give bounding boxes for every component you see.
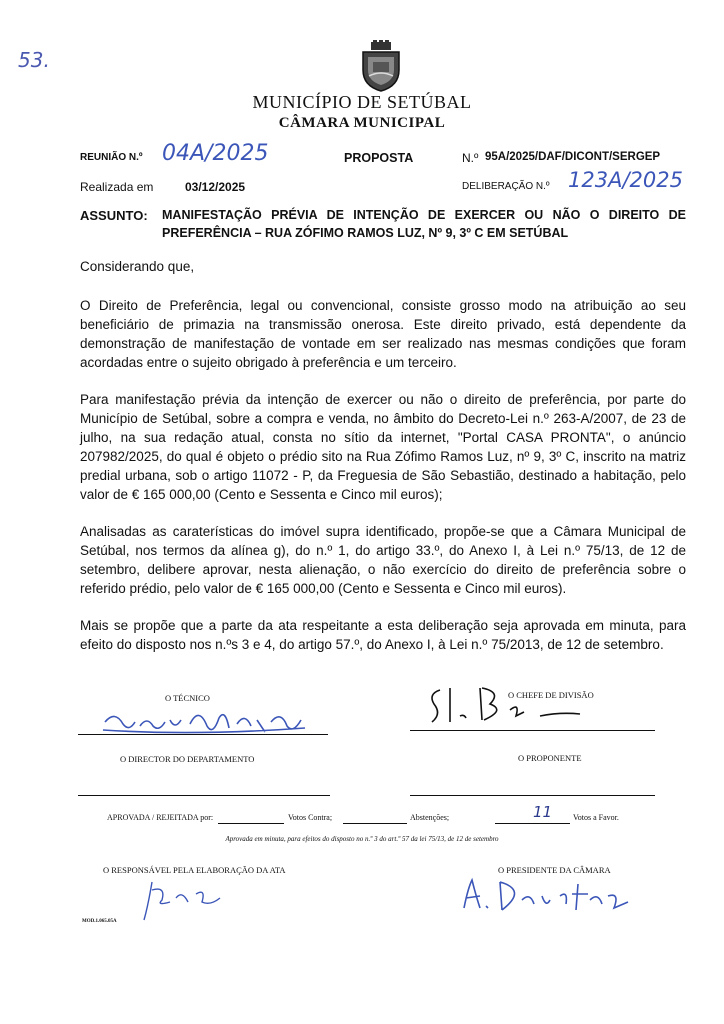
chamber-title: CÂMARA MUNICIPAL — [278, 115, 446, 131]
body-intro: Considerando que, — [80, 259, 195, 274]
division-head-line — [410, 730, 655, 731]
abstentions-count-line — [343, 823, 407, 824]
subject-label: ASSUNTO: — [80, 208, 148, 223]
chamber-president-label: O PRESIDENTE DA CÂMARA — [498, 865, 611, 875]
proposal-label: PROPOSTA — [344, 151, 414, 165]
page-number: 53. — [18, 48, 50, 72]
number-value: 95A/2025/DAF/DICONT/SERGEP — [485, 151, 661, 163]
minutes-responsible-signature-icon — [140, 876, 240, 922]
subject-line1: MANIFESTAÇÃO PRÉVIA DE INTENÇÃO DE EXERCER OU NÃO O DIREITO DE — [162, 208, 686, 222]
deliberation-value: 123A/2025 — [568, 168, 683, 192]
number-label: N.º — [462, 151, 479, 165]
division-head-signature-icon — [420, 680, 620, 730]
department-director-label: O DIRECTOR DO DEPARTAMENTO — [120, 754, 255, 764]
chamber-president-signature-icon — [450, 870, 640, 920]
proponent-line — [410, 795, 655, 796]
municipality-title: MUNICÍPIO DE SETÚBAL — [252, 92, 472, 112]
favor-count-line — [495, 823, 570, 824]
minutes-responsible-label: O RESPONSÁVEL PELA ELABORAÇÃO DA ATA — [103, 865, 286, 875]
body-paragraph-2: Para manifestação prévia da intenção de exercer ou não o direito de preferência, por parte do Município de Setúbal, sobre a compra e venda, no âmbito do Decreto-Lei n.º 263-A/2007, de 23 de julho, na sua redação atual, consta no sítio da internet, "Portal CASA PRONTA", o anúncio 207982/2025, do qual é objeto o prédio sito na Rua Zófimo Ramos Luz, nº 9, 3º C, inscrito na matriz predial urbana, sob o artigo 11072 - P, da Freguesia de São Sebastião, destinado a habitação, pelo valor de € 165 000,00 (Cento e Sessenta e Cinco mil euros); — [80, 392, 686, 502]
approved-label: APROVADA / REJEITADA por: — [107, 813, 214, 822]
held-label: Realizada em — [80, 180, 154, 194]
deliberation-label: DELIBERAÇÃO N.º — [462, 181, 550, 192]
against-label: Votos Contra; — [288, 813, 333, 822]
body-text — [80, 257, 686, 672]
form-code: MOD.1.065.05A — [82, 919, 117, 924]
proponent-label: O PROPONENTE — [518, 753, 582, 763]
favor-label: Votos a Favor. — [573, 813, 619, 822]
division-head-label: O CHEFE DE DIVISÃO — [508, 690, 594, 700]
department-director-line — [78, 795, 330, 796]
body-paragraph-4: Mais se propõe que a parte da ata respeitante a esta deliberação seja aprovada em minuta, para efeito do disposto nos n.ºs 3 e 4, do artigo 57.º, do Anexo I, à Lei n.º 75/2013, de 12 de setembro. — [80, 618, 686, 652]
held-value: 03/12/2025 — [185, 180, 246, 194]
technician-line — [78, 734, 328, 735]
technician-label: O TÉCNICO — [165, 693, 210, 703]
body-paragraph-3: Analisadas as caraterísticas do imóvel supra identificado, propõe-se que a Câmara Municipal de Setúbal, nos termos da alínea g), do n.º 1, do artigo 33.º, do Anexo I, à Lei n.º 75/13, de 12 de setembro, delibere aprovar, nesta alienação, o não exercício do direito de preferência sobre o referido prédio, pelo valor de € 165 000,00 (Cento e Sessenta e Cinco mil euros). — [80, 524, 686, 596]
meeting-label: REUNIÃO N.º — [80, 152, 143, 163]
against-count-line — [218, 823, 284, 824]
abstentions-label: Abstenções; — [410, 813, 450, 822]
body-paragraph-1: O Direito de Preferência, legal ou convencional, consiste grosso modo na atribuição ao seu beneficiário de primazia na transmissão onerosa. Este direito privado, está dependente da demonstração de manifestação de vontade em ser realizado nas mesmas condições que foram acordadas entre o sujeito obrigado à preferência e um terceiro. — [80, 298, 686, 370]
subject-line2: PREFERÊNCIA – RUA ZÓFIMO RAMOS LUZ, Nº 9, 3º C EM SETÚBAL — [162, 226, 569, 240]
meeting-value: 04A/2025 — [162, 141, 269, 166]
minutes-note: Aprovada em minuta, para efeitos do disposto no n.º 3 do art.º 57 da lei 75/13, de 12 de setembro — [225, 835, 499, 843]
municipal-crest-icon — [357, 40, 405, 92]
favor-value: 11 — [533, 803, 553, 821]
